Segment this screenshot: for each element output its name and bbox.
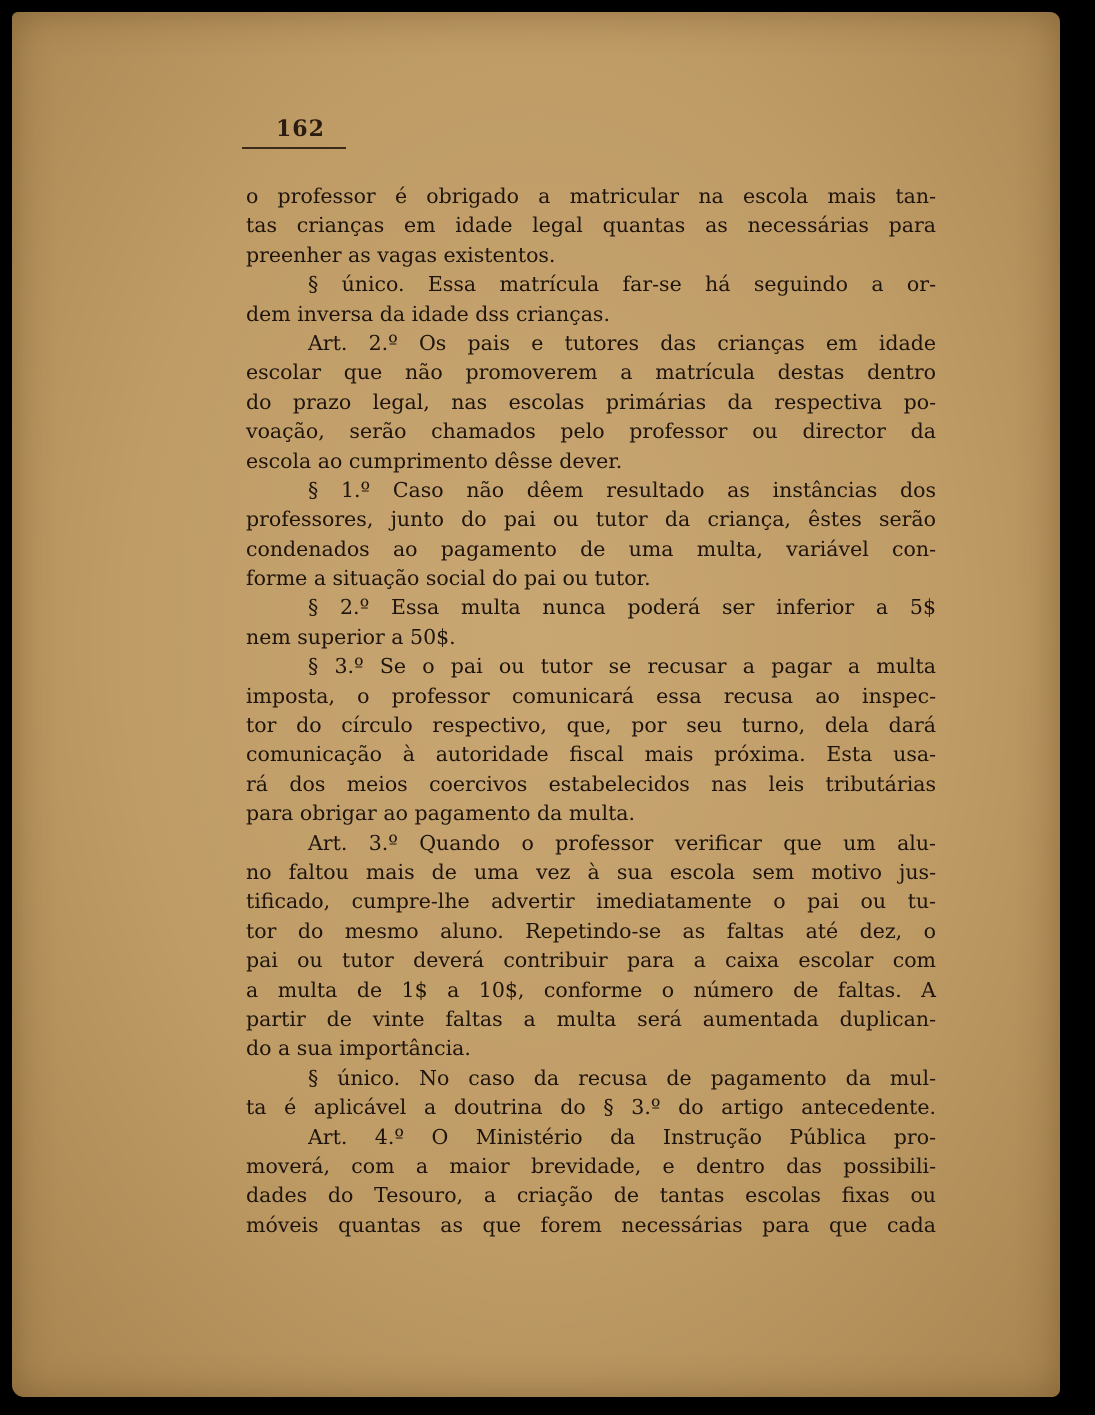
text-line: tor do mesmo aluno. Repetindo-se as faltas até dez, o bbox=[246, 918, 936, 943]
text-line: para obrigar ao pagamento da multa. bbox=[246, 801, 636, 826]
text-line: do a sua importância. bbox=[246, 1036, 471, 1061]
text-line: pai ou tutor deverá contribuir para a caixa escolar com bbox=[246, 948, 936, 973]
text-line: professores, junto do pai ou tutor da criança, êstes serão bbox=[246, 507, 936, 532]
text-line: Art. 2.º Os pais e tutores das crianças em idade bbox=[308, 330, 936, 355]
text-line: a multa de 1$ a 10$, conforme o número de faltas. A bbox=[246, 977, 936, 1002]
text-line: condenados ao pagamento de uma multa, variável con- bbox=[246, 536, 936, 561]
text-line: nem superior a 50$. bbox=[246, 624, 456, 649]
text-line: imposta, o professor comunicará essa recusa ao inspec- bbox=[246, 683, 936, 708]
text-line: preenher as vagas existentos. bbox=[246, 242, 556, 267]
text-line: dem inversa da idade dss crianças. bbox=[246, 301, 610, 326]
page-number-rule bbox=[242, 147, 346, 149]
text-line: comunicação à autoridade fiscal mais próxima. Esta usa- bbox=[246, 742, 936, 767]
text-line: voação, serão chamados pelo professor ou director da bbox=[246, 419, 936, 444]
page-number: 162 bbox=[276, 116, 325, 142]
text-line: no faltou mais de uma vez à sua escola sem motivo jus- bbox=[246, 859, 936, 884]
text-line: dades do Tesouro, a criação de tantas escolas fixas ou bbox=[246, 1183, 936, 1208]
document-page bbox=[12, 12, 1060, 1397]
text-line: § 1.º Caso não dêem resultado as instâncias dos bbox=[308, 477, 936, 502]
text-line: Art. 3.º Quando o professor verificar que um alu- bbox=[308, 830, 936, 855]
text-line: rá dos meios coercivos estabelecidos nas leis tributárias bbox=[246, 771, 936, 796]
text-line: partir de vinte faltas a multa será aumentada duplican- bbox=[246, 1006, 936, 1031]
text-line: § 3.º Se o pai ou tutor se recusar a pagar a multa bbox=[308, 654, 936, 679]
text-line: do prazo legal, nas escolas primárias da respectiva po- bbox=[246, 389, 936, 414]
text-line: móveis quantas as que forem necessárias para que cada bbox=[246, 1212, 936, 1237]
text-line: § único. Essa matrícula far-se há seguindo a or- bbox=[308, 272, 936, 297]
text-line: escola ao cumprimento dêsse dever. bbox=[246, 448, 623, 473]
text-line: Art. 4.º O Ministério da Instrução Pública pro- bbox=[308, 1124, 936, 1149]
text-line: forme a situação social do pai ou tutor. bbox=[246, 566, 651, 591]
text-line: § único. No caso da recusa de pagamento da mul- bbox=[308, 1065, 936, 1090]
text-line: tas crianças em idade legal quantas as necessárias para bbox=[246, 213, 936, 238]
body-text bbox=[246, 182, 936, 1240]
text-line: escolar que não promoverem a matrícula destas dentro bbox=[246, 360, 936, 385]
text-line: ta é aplicável a doutrina do § 3.º do artigo antecedente. bbox=[246, 1095, 936, 1120]
text-line: moverá, com a maior brevidade, e dentro das possibili- bbox=[246, 1153, 936, 1178]
text-line: § 2.º Essa multa nunca poderá ser inferior a 5$ bbox=[308, 595, 936, 620]
text-line: tificado, cumpre-lhe advertir imediatamente o pai ou tu- bbox=[246, 889, 936, 914]
text-line: tor do círculo respectivo, que, por seu turno, dela dará bbox=[246, 713, 936, 738]
text-line: o professor é obrigado a matricular na escola mais tan- bbox=[246, 184, 936, 208]
